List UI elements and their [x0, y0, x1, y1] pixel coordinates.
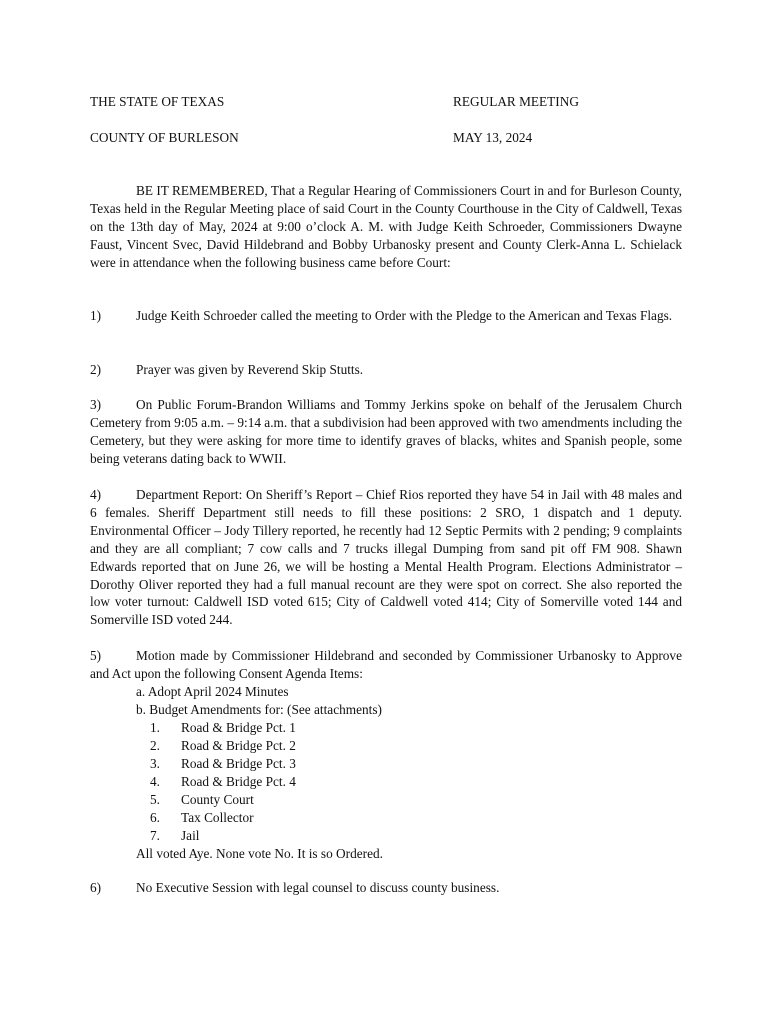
item-text: Motion made by Commissioner Hildebrand and seconded by Commissioner Urbanosky to Approve and Act upon the following Consent Agenda Items:	[90, 648, 682, 681]
item-number: 3)	[90, 397, 102, 412]
item-1	[90, 307, 682, 325]
list-number: 7.	[150, 828, 160, 843]
item-text: Prayer was given by Reverend Skip Stutts.	[136, 362, 364, 377]
list-label: County Court	[181, 792, 254, 807]
list-label: Road & Bridge Pct. 1	[181, 720, 296, 735]
item-6	[90, 879, 682, 897]
item-number: 5)	[90, 648, 102, 663]
list-number: 3.	[150, 756, 160, 771]
county-heading: COUNTY OF BURLESON	[90, 130, 239, 145]
list-label: Jail	[181, 828, 200, 843]
budget-list-item	[150, 809, 254, 827]
consent-item-b: b. Budget Amendments for: (See attachments)	[136, 702, 382, 717]
date-heading: MAY 13, 2024	[453, 130, 533, 145]
header-row-1	[90, 93, 682, 111]
list-label: Road & Bridge Pct. 4	[181, 774, 296, 789]
list-label: Tax Collector	[181, 810, 254, 825]
list-label: Road & Bridge Pct. 2	[181, 738, 296, 753]
vote-result: All voted Aye. None vote No. It is so Ordered.	[136, 846, 383, 861]
intro-paragraph: BE IT REMEMBERED, That a Regular Hearing of Commissioners Court in and for Burleson County, Texas held in the Regular Meeting place of said Court in the County Courthouse in the City of Caldwell, Texas on the 13th day of May, 2024 at 9:00 o’clock A. M. with Judge Keith Schroeder, Commissioners Dwayne Faust, Vincent Svec, David Hildebrand and Bobby Urbanosky present and County Clerk-Anna L. Schielack were in attendance when the following business came before Court:	[90, 183, 682, 270]
list-number: 6.	[150, 810, 160, 825]
list-number: 4.	[150, 774, 160, 789]
budget-list-item	[150, 827, 199, 845]
list-number: 2.	[150, 738, 160, 753]
budget-list-item	[150, 737, 296, 755]
item-number: 1)	[90, 308, 102, 323]
budget-list-item	[150, 719, 296, 737]
item-text: Judge Keith Schroeder called the meeting to Order with the Pledge to the American and Texas Flags.	[136, 308, 673, 323]
meeting-type-heading: REGULAR MEETING	[453, 94, 579, 109]
item-text: No Executive Session with legal counsel to discuss county business.	[136, 880, 500, 895]
budget-list-item	[150, 755, 296, 773]
item-number: 2)	[90, 362, 102, 377]
item-4	[90, 486, 682, 629]
budget-list-item	[150, 791, 254, 809]
item-text: Department Report: On Sheriff’s Report – Chief Rios reported they have 54 in Jail with 48 males and 6 females. Sheriff Department still needs to fill these positions: 2 SRO, 1 dispatch and 1 deputy. Environmental Officer – Jody Tillery reported, he recently had 12 Septic Permits with 2 pending; 9 complaints and they are all compliant; 7 cow calls and 7 trucks illegal Dumping from sand pit off FM 908. Shawn Edwards reported that on June 26, we will be hosting a Mental Health Program. Elections Administrator – Dorothy Oliver reported they had a full manual recount are they were spot on correct. She also reported the low voter turnout: Caldwell ISD voted 615; City of Caldwell voted 414; City of Somerville voted 144 and Somerville ISD voted 244.	[90, 487, 682, 628]
item-2	[90, 361, 682, 379]
item-number: 6)	[90, 880, 102, 895]
header-row-2	[90, 129, 682, 147]
state-heading: THE STATE OF TEXAS	[90, 94, 225, 109]
list-label: Road & Bridge Pct. 3	[181, 756, 296, 771]
item-5	[90, 647, 682, 683]
consent-item-a: a. Adopt April 2024 Minutes	[136, 684, 289, 699]
item-3	[90, 396, 682, 468]
list-number: 1.	[150, 720, 160, 735]
item-text: On Public Forum-Brandon Williams and Tommy Jerkins spoke on behalf of the Jerusalem Church Cemetery from 9:05 a.m. – 9:14 a.m. that a subdivision had been approved with two amendments including the Cemetery, but they were asking for more time to identify graves of blacks, whites and Spanish people, some being veterans dating back to WWII.	[90, 397, 682, 466]
item-number: 4)	[90, 487, 102, 502]
list-number: 5.	[150, 792, 160, 807]
budget-list-item	[150, 773, 296, 791]
